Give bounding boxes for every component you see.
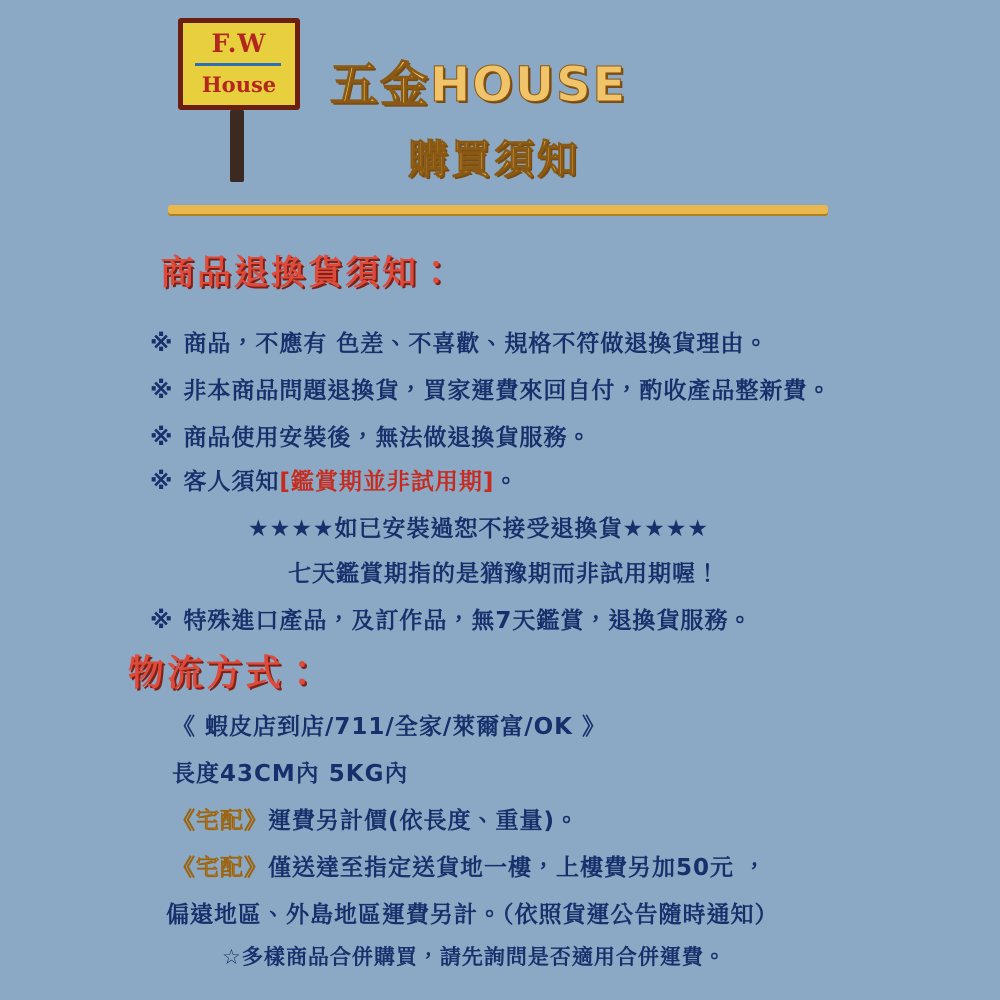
return-item-1 <box>150 325 768 358</box>
home-delivery-text-1: 運費另計價(依長度、重量)。 <box>268 808 580 834</box>
bullet-mark: ※ <box>150 378 174 404</box>
section-heading-returns: 商品退換貨須知： <box>160 253 456 293</box>
home-delivery-line-2 <box>172 849 767 882</box>
sign-house-text: House <box>201 72 277 97</box>
header-divider <box>168 205 828 214</box>
sign-board <box>178 18 300 110</box>
stars-warning-line: ★★★★如已安裝過恕不接受退換貨★★★★ <box>248 516 709 542</box>
store-sign-logo <box>178 18 308 193</box>
remote-area-line: 偏遠地區、外島地區運費另計。（依照貨運公告隨時通知） <box>166 902 779 928</box>
home-delivery-text-2: 僅送達至指定送貨地一樓，上樓費另加50元 ， <box>268 855 768 881</box>
bullet-mark: ※ <box>150 469 174 495</box>
return-item-5-text: 特殊進口產品，及訂作品，無7天鑑賞，退換貨服務。 <box>183 608 753 634</box>
sign-post <box>230 110 244 182</box>
return-item-5 <box>150 602 752 635</box>
returns-note-line: 七天鑑賞期指的是猶豫期而非試用期喔！ <box>288 561 720 587</box>
bullet-mark: ※ <box>150 331 174 357</box>
return-item-4 <box>150 463 518 496</box>
return-item-4-text: 客人須知 <box>183 469 280 495</box>
return-item-3 <box>150 419 591 452</box>
home-delivery-line-1 <box>172 802 579 835</box>
home-delivery-tag: 《宅配》 <box>172 855 268 881</box>
return-item-4-suffix: 。 <box>494 469 519 495</box>
return-item-3-text: 商品使用安裝後，無法做退換貨服務。 <box>183 425 592 451</box>
combined-shipping-note: ☆多樣商品合併購買，請先詢問是否適用合併運費。 <box>222 945 726 969</box>
brand-subtitle: 購買須知 <box>408 137 580 183</box>
return-item-4-highlight: [鑑賞期並非試用期] <box>279 469 495 495</box>
logistics-line-1: 《 蝦皮店到店/711/全家/萊爾富/OK 》 <box>172 714 607 740</box>
return-item-1-text: 商品，不應有 色差、不喜歡、規格不符做退換貨理由。 <box>183 331 769 357</box>
return-item-2-text: 非本商品問題退換貨，買家運費來回自付，酌收產品整新費。 <box>183 378 832 404</box>
return-item-2 <box>150 372 831 405</box>
brand-title: 五金HOUSE <box>330 57 628 113</box>
sign-fw-text: F.W <box>211 29 267 58</box>
bullet-mark: ※ <box>150 425 174 451</box>
sign-divider-line <box>195 63 281 66</box>
section-heading-logistics: 物流方式： <box>128 653 324 694</box>
bullet-mark: ※ <box>150 608 174 634</box>
home-delivery-tag: 《宅配》 <box>172 808 268 834</box>
logistics-line-2: 長度43CM內 5KG內 <box>172 761 409 787</box>
